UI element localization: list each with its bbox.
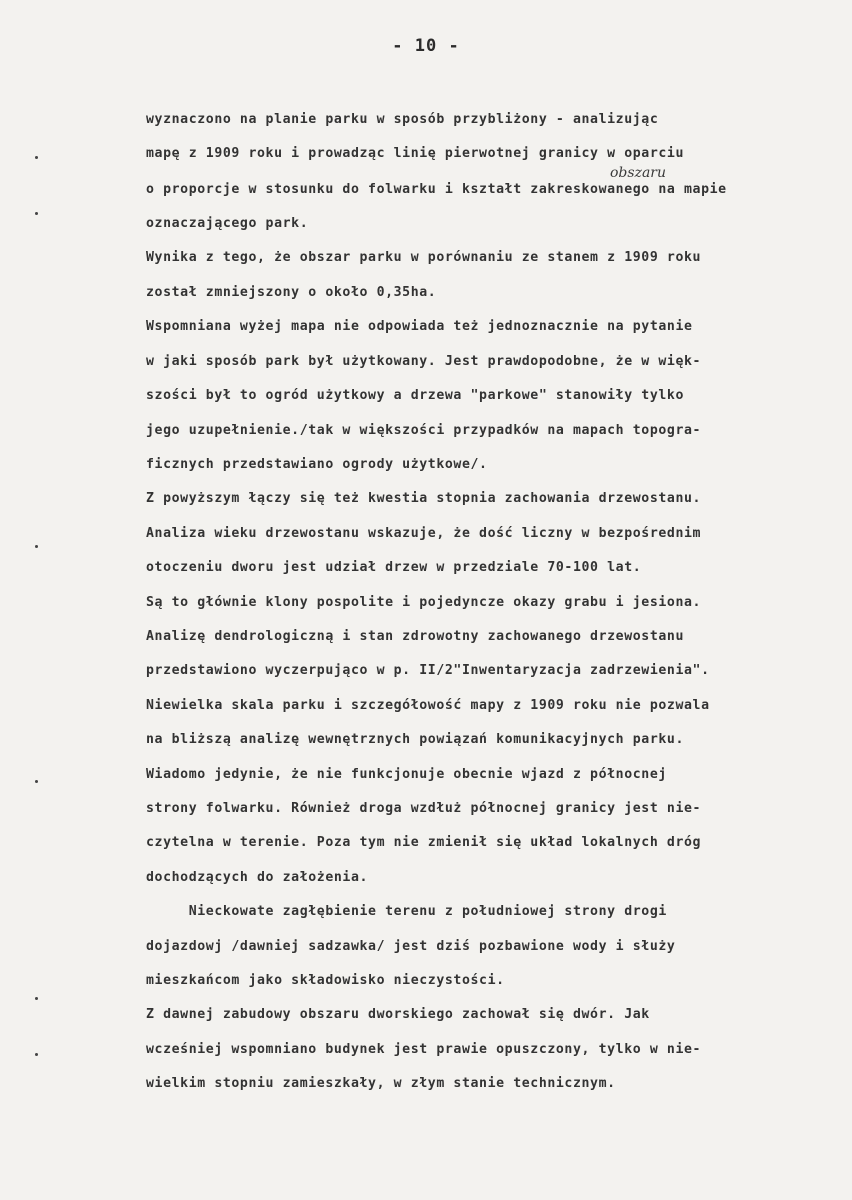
- text-line: na bliższą analizę wewnętrznych powiązań komunikacyjnych parku.: [146, 732, 684, 747]
- margin-dot: [35, 156, 38, 159]
- text-line: ficznych przedstawiano ogrody użytkowe/.: [146, 457, 488, 472]
- text-line: otoczeniu dworu jest udział drzew w przedziale 70-100 lat.: [146, 560, 642, 575]
- text-line: szości był to ogród użytkowy a drzewa "parkowe" stanowiły tylko: [146, 388, 684, 403]
- text-line: przedstawiono wyczerpująco w p. II/2"Inwentaryzacja zadrzewienia".: [146, 663, 710, 678]
- text-line: mapę z 1909 roku i prowadząc linię pierwotnej granicy w oparciu: [146, 146, 684, 161]
- text-line: czytelna w terenie. Poza tym nie zmienił się układ lokalnych dróg: [146, 835, 702, 850]
- text-line: dojazdowj /dawniej sadzawka/ jest dziś pozbawione wody i służy: [146, 939, 676, 954]
- margin-dot: [35, 997, 38, 1000]
- margin-dot: [35, 780, 38, 783]
- text-line: dochodzących do założenia.: [146, 870, 369, 885]
- text-line: wyznaczono na planie parku w sposób przybliżony - analizując: [146, 112, 659, 127]
- text-line: Wiadomo jedynie, że nie funkcjonuje obecnie wjazd z północnej: [146, 767, 667, 782]
- text-line: Wspomniana wyżej mapa nie odpowiada też jednoznacznie na pytanie: [146, 319, 693, 334]
- page-number: - 10 -: [392, 36, 460, 56]
- text-line: strony folwarku. Również droga wzdłuż północnej granicy jest nie-: [146, 801, 702, 816]
- text-line: o proporcje w stosunku do folwarku i kształt zakreskowanego na mapie: [146, 182, 727, 197]
- text-line: Nieckowate zagłębienie terenu z południowej strony drogi: [146, 904, 667, 919]
- text-line: w jaki sposób park był użytkowany. Jest prawdopodobne, że w więk-: [146, 354, 702, 369]
- text-line: mieszkańcom jako składowisko nieczystości.: [146, 973, 505, 988]
- text-line: oznaczającego park.: [146, 216, 309, 231]
- text-line: wcześniej wspomniano budynek jest prawie opuszczony, tylko w nie-: [146, 1042, 702, 1057]
- text-line: jego uzupełnienie./tak w większości przypadków na mapach topogra-: [146, 423, 702, 438]
- margin-dot: [35, 545, 38, 548]
- text-line: Analiza wieku drzewostanu wskazuje, że dość liczny w bezpośrednim: [146, 526, 702, 541]
- text-line: Analizę dendrologiczną i stan zdrowotny zachowanego drzewostanu: [146, 629, 684, 644]
- text-line: został zmniejszony o około 0,35ha.: [146, 285, 437, 300]
- text-line: Niewielka skala parku i szczegółowość mapy z 1909 roku nie pozwala: [146, 698, 710, 713]
- margin-dot: [35, 212, 38, 215]
- text-line: Wynika z tego, że obszar parku w porównaniu ze stanem z 1909 roku: [146, 250, 702, 265]
- text-line: Z dawnej zabudowy obszaru dworskiego zachował się dwór. Jak: [146, 1007, 650, 1022]
- margin-dot: [35, 1053, 38, 1056]
- text-line: wielkim stopniu zamieszkały, w złym stanie technicznym.: [146, 1076, 616, 1091]
- text-line: Są to głównie klony pospolite i pojedyncze okazy grabu i jesiona.: [146, 595, 702, 610]
- handwritten-insertion: obszaru: [610, 165, 667, 181]
- text-line: Z powyższym łączy się też kwestia stopnia zachowania drzewostanu.: [146, 491, 702, 506]
